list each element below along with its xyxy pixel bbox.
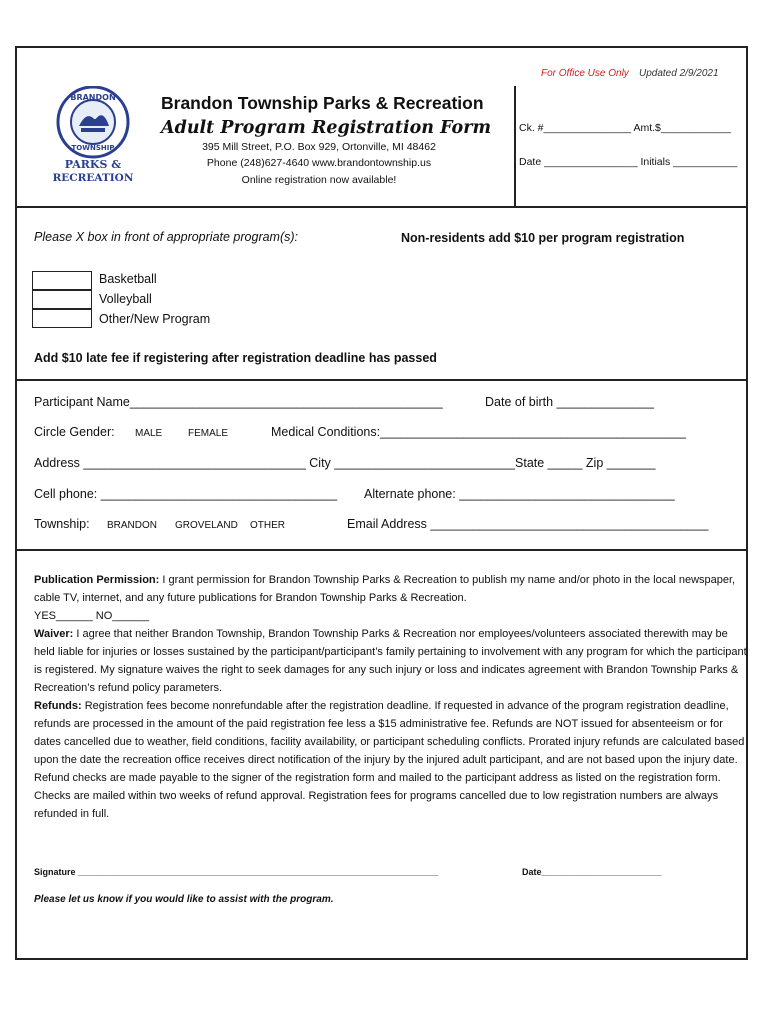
updated-date: Updated 2/9/2021 [639, 68, 719, 79]
participant-section [17, 381, 746, 551]
program-section [17, 208, 746, 381]
logo-line1: PARKS & [64, 158, 122, 171]
nonresident-note: Non-residents add $10 per program registration [401, 231, 685, 245]
gender-male-option[interactable]: MALE [135, 428, 163, 439]
date-initials-field[interactable]: Date ________________ Initials ___________ [519, 156, 738, 168]
waiver-text: I agree that neither Brandon Township, Brandon Township Parks & Recreation nor employees/volunteers associated therewith may be held liable for injuries or losses sustained by the participant/participant’s family pertaining to involvement with any program for which the participant is registered. My signature waives the right to seek damages for any such injury or loss and indicates agreement with Brandon Township Parks & Recreation’s refund policy parameters. [34, 628, 747, 694]
alternate-phone-field[interactable]: Alternate phone: _______________________________ [364, 487, 675, 501]
cell-phone-field[interactable]: Cell phone: __________________________________ [34, 487, 338, 501]
logo-year: 1837 [83, 118, 103, 126]
publication-heading: Publication Permission: [34, 574, 160, 586]
township-logo [25, 86, 167, 186]
other-program-label: Other/New Program [99, 312, 211, 326]
form-subtitle: Adult Program Registration Form [161, 118, 491, 138]
signature-date-field[interactable]: Date________________________ [522, 867, 662, 877]
header-section [17, 48, 746, 208]
gender-female-option[interactable]: FEMALE [188, 428, 229, 439]
address-field[interactable]: Address ________________________________ City __________________________State _____ Zip _______ [34, 456, 656, 470]
participant-name-field[interactable]: Participant Name_____________________________________________ [34, 395, 443, 409]
township-label: Township: [34, 517, 90, 531]
refunds-heading: Refunds: [34, 700, 82, 712]
yes-no-field[interactable]: YES______ NO______ [34, 610, 149, 622]
refunds-text: Registration fees become nonrefundable after the registration deadline. If requested in advance of the program registration deadline, refunds are processed in the amount of the paid registration fee less a $15 administrative fee. Refunds are NOT issued for absenteeism or for dates cancelled due to weather, field conditions, facility availability, or participant scheduling conflicts. Prorated injury refunds are calculated based upon the date the recreation office receives direct notification of the injury by the injured adult participant, and are not based upon the injury date. Refund checks are made payable to the signer of the registration form and mailed to the participant address as listed on the registration form. Checks are mailed within two weeks of refund approval. Registration fees for programs cancelled due to low registration numbers are always refunded in full. [34, 700, 745, 820]
legal-text [34, 571, 750, 823]
other-program-checkbox[interactable] [32, 309, 92, 328]
publication-text: I grant permission for Brandon Township Parks & Recreation to publish my name and/or photo in the local newspaper, cable TV, internet, and any future publications for Brandon Township Parks & Recreation. [34, 574, 736, 604]
office-use-label: For Office Use Only [541, 68, 629, 79]
logo-line2: RECREATION [52, 172, 134, 184]
header-divider [514, 86, 516, 208]
logo-top-text: BRANDON [70, 93, 116, 102]
medical-conditions-field[interactable]: Medical Conditions:____________________________________________ [271, 425, 686, 439]
late-fee-note: Add $10 late fee if registering after registration deadline has passed [34, 351, 437, 365]
date-of-birth-field[interactable]: Date of birth ______________ [485, 395, 654, 409]
waiver-heading: Waiver: [34, 628, 74, 640]
online-note: Online registration now available! [241, 174, 397, 186]
program-instruction: Please X box in front of appropriate program(s): [34, 230, 299, 244]
volleyball-label: Volleyball [99, 292, 152, 306]
assist-note: Please let us know if you would like to assist with the program. [34, 894, 334, 905]
basketball-checkbox[interactable] [32, 271, 92, 290]
township-other-option[interactable]: OTHER [250, 520, 285, 531]
email-address-field[interactable]: Email Address ________________________________________ [347, 517, 709, 531]
gender-label: Circle Gender: [34, 425, 115, 439]
phone-website: Phone (248)627-4640 www.brandontownship.us [206, 157, 432, 169]
logo-bottom-text: TOWNSHIP [71, 144, 115, 152]
form-frame [15, 46, 748, 960]
office-address: 395 Mill Street, P.O. Box 929, Ortonville, MI 48462 [202, 141, 436, 153]
form-title: Brandon Township Parks & Recreation [161, 93, 484, 113]
check-amount-field[interactable]: Ck. #_______________ Amt.$____________ [519, 122, 731, 134]
volleyball-checkbox[interactable] [32, 290, 92, 309]
township-groveland-option[interactable]: GROVELAND [175, 520, 238, 531]
signature-field[interactable]: Signature ________________________________________________________________________ [34, 867, 439, 877]
township-brandon-option[interactable]: BRANDON [107, 520, 158, 531]
basketball-label: Basketball [99, 272, 157, 286]
